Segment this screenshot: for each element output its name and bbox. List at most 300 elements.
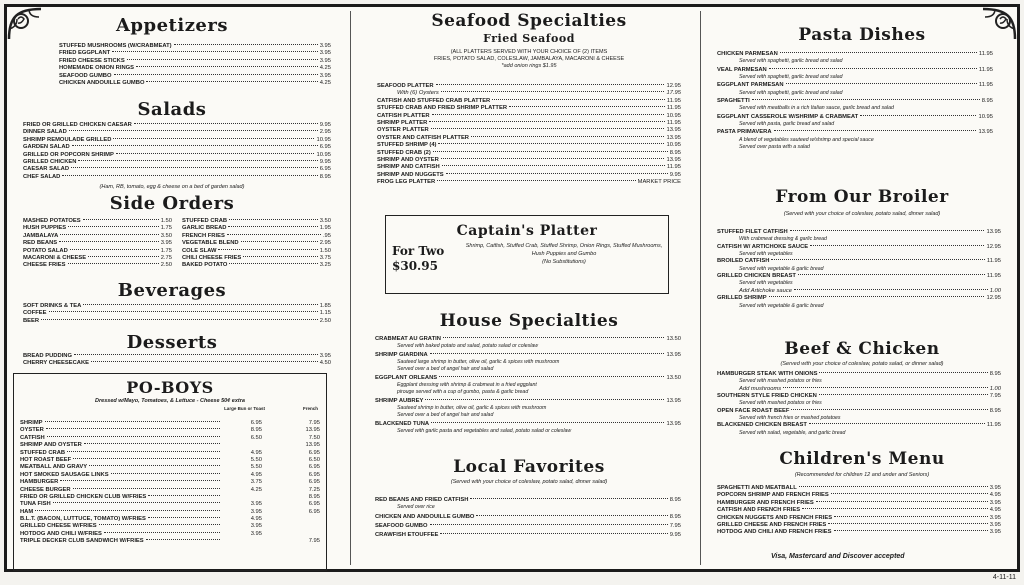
item-name: SHRIMP AUBREY [375,397,424,404]
dot-leader [446,173,668,174]
menu-item-row [717,129,993,136]
center-column [369,7,689,569]
dot-leader [492,99,665,100]
kids-heading: Children's Menu [779,449,945,469]
dot-leader [441,158,665,159]
dot-leader [229,219,318,220]
poboys-box [13,373,327,571]
dot-leader [114,74,318,75]
price-french: 6.95 [308,471,320,478]
item-price: 12.95 [986,243,1001,250]
item-name: CHICKEN PARMESAN [717,51,778,57]
menu-item-row [377,83,681,90]
beverages-heading: Beverages [117,280,227,301]
menu-item-row [377,142,681,149]
item-price: 1.50 [319,247,331,254]
item-price: 13.95 [978,129,993,136]
item-description: Served with vegetables [739,280,793,287]
item-name: CHICKEN AND ANDOUILLE GUMBO [375,513,475,520]
item-price: 4.50 [319,360,331,367]
dot-leader [802,508,988,509]
price-bun: 3.95 [250,501,262,508]
poboys-col-bun: Large Bun or Toast [224,406,265,411]
menu-item-row [717,422,1001,429]
menu-item-row [375,375,681,382]
item-price: 10.95 [978,113,993,120]
dot-leader [430,524,668,525]
item-name: CATFISH W/ ARTICHOKE SAUCE [717,243,809,250]
item-name: SHRIMP [20,420,43,426]
item-name: HOMEMADE ONION RINGS [59,65,135,72]
dot-leader [88,256,159,257]
item-name: EGGPLANT CASSEROLE W/SHRIMP & CRABMEAT [717,113,859,120]
desserts-list [23,353,331,368]
item-name: CRAWFISH ETOUFFEE [375,532,439,539]
item-price: 3.50 [319,218,331,224]
item-name: BAKED POTATO [182,262,228,269]
dot-leader [794,289,988,290]
broiler-subtitle: (Served with your choice of coleslaw, potato salad, dinner salad) [783,211,941,217]
item-name: CATFISH [20,434,45,441]
item-price: 11.95 [986,258,1001,265]
item-name: CHEESE BURGER [20,486,71,493]
item-description: Served with vegetable & garlic bread [739,265,824,272]
captains-platter-price [392,244,444,274]
seafood-note-3: *add onion rings $1.95 [501,63,557,69]
dot-leader [769,68,977,69]
price-french: 13.95 [305,427,320,434]
dot-leader [771,259,985,260]
menu-item-row [59,50,331,57]
dot-leader [83,219,159,220]
menu-item-row [23,318,331,325]
poboy-row [20,464,320,471]
dot-leader [74,354,318,355]
item-price: 3.95 [989,499,1001,506]
dot-leader [53,502,220,503]
dot-leader [60,480,220,481]
item-name: FRIED EGGPLANT [59,50,111,57]
item-name: B.L.T. (BACON, LUTTUCE, TOMATO) W/FRIES [20,516,146,523]
item-price: 2.50 [319,317,331,324]
price-bun: 6.50 [250,434,262,441]
cards-accepted: Visa, Mastercard and Discover accepted [771,553,905,560]
item-name: GRILLED CHEESE W/FRIES [20,523,97,530]
menu-item-row [717,492,1001,499]
item-price: 7.95 [989,393,1001,400]
item-price: 3.25 [319,262,331,269]
menu-item-row [182,248,331,255]
price-french: 6.95 [308,449,320,456]
dot-leader [91,361,318,362]
item-price: 11.95 [978,66,993,73]
seafood-heading: Seafood Specialties [431,11,627,31]
item-price: 3.95 [160,240,172,247]
menu-item-row [23,159,331,166]
item-price: 11.95 [986,422,1001,429]
side-orders-right [182,218,331,270]
menu-item-row [717,386,1001,393]
item-price: 13.95 [666,397,681,404]
item-name: STUFFED CRAB (2) [377,149,431,156]
item-name: SPAGHETTI AND MEATBALL [717,485,797,491]
item-description: Served over a bed of angel hair and salad [397,412,494,419]
menu-item-row [377,179,681,186]
menu-item-row [717,393,1001,400]
salads-list [23,122,331,181]
item-price: 9.95 [319,158,331,165]
column-divider [700,11,701,565]
menu-item-row [375,523,681,530]
item-price: 3.95 [319,57,331,64]
menu-item-row [182,262,331,269]
item-name: SEAFOOD GUMBO [59,72,112,79]
column-divider [350,11,351,565]
broiler-list [717,229,1001,310]
dot-leader [769,296,985,297]
menu-item-row [23,218,172,225]
poboy-row [20,427,320,434]
price-french: 6.95 [308,479,320,486]
beef-list [717,371,1001,437]
menu-item-row [375,421,681,428]
poboy-row [20,479,320,486]
poboy-row [20,531,320,538]
item-description: A blend of vegetables sauteed w/shrimp and special sauce [739,136,874,143]
item-name: GRILLED CHICKEN BREAST [717,273,796,280]
captains-platter-items [464,242,664,266]
item-price: 9.95 [669,532,681,539]
dot-leader [46,428,220,429]
item-price: 11.95 [666,164,681,171]
local-heading: Local Favorites [453,457,605,477]
item-name: POTATO SALAD [23,247,68,254]
menu-item-row [717,408,1001,415]
dot-leader [127,59,318,60]
menu-item-row [23,353,331,360]
price-french: 6.95 [308,464,320,471]
menu-item-row [717,500,1001,507]
item-name: EGGPLANT ORLEANS [375,374,438,381]
item-price: 13.95 [666,420,681,427]
item-description: pirouge served with a cup of gumbo, pasta & garlic bread [397,389,529,396]
poboy-row [20,487,320,494]
spacer [375,540,681,542]
dot-leader [443,337,665,338]
seafood-list [377,83,681,186]
dot-leader [470,498,667,499]
item-name: GARDEN SALAD [23,144,70,151]
side-orders-heading: Side Orders [109,193,235,214]
spacer [375,435,681,436]
item-price: 3.95 [989,485,1001,491]
item-name: Add mushrooms [739,385,782,392]
dot-leader [429,121,665,122]
item-price: 4.95 [989,492,1001,499]
item-price: 8.95 [319,173,331,180]
dot-leader [89,465,220,466]
menu-item-row [23,225,172,232]
item-price: 1.00 [989,287,1001,294]
item-name: STUFFED MUSHROOMS (W/CRABMEAT) [59,43,172,49]
dot-leader [799,486,988,487]
dot-leader [783,387,987,388]
price-french: 6.95 [308,501,320,508]
item-name: SHRIMP AND CATFISH [377,164,440,171]
dot-leader [834,516,988,517]
menu-item-row [23,303,331,310]
menu-item-row [23,144,331,151]
item-price: 13.95 [666,351,681,358]
dot-leader [440,533,667,534]
menu-item-row [377,113,681,120]
item-name: CHEESE FRIES [23,262,66,269]
dot-leader [433,151,668,152]
item-price: 13.95 [666,156,681,163]
dot-leader [752,99,980,100]
item-description: Served with mashed potatos or fries [739,378,822,385]
dot-leader [834,530,988,531]
dot-leader [819,394,988,395]
item-name: CRABMEAT AU GRATIN [375,336,441,342]
item-name: GRILLED SHRIMP [717,295,767,302]
menu-item-row [23,255,172,262]
side-orders-left [23,218,172,270]
item-name: GARLIC BREAD [182,225,227,232]
dot-leader [243,256,317,257]
item-name: CATFISH AND FRENCH FRIES [717,507,801,514]
item-price: 3.95 [989,514,1001,521]
item-name: BEER [23,317,40,324]
menu-item-row [377,172,681,179]
poboys-column-headers [224,406,318,411]
poboy-row [20,494,320,501]
item-name: PASTA PRIMAVERA [717,129,772,136]
dot-leader [41,319,318,320]
dot-leader [71,167,318,168]
item-name: FRIED CHEESE STICKS [59,57,125,64]
dot-leader [790,230,985,231]
price-bun: 8.95 [250,427,262,434]
menu-item-row [375,497,681,504]
item-price: 4.95 [989,507,1001,514]
dot-leader [425,399,664,400]
left-column [13,7,331,569]
poboy-row [20,523,320,530]
item-name: CHICKEN NUGGETS AND FRENCH FRIES [717,514,833,521]
item-price: 12.95 [666,83,681,89]
print-code: 4-11-11 [992,574,1016,581]
item-price: 4.25 [319,65,331,72]
item-price: 13.50 [666,336,681,342]
menu-item-row [182,225,331,232]
item-name: HOT ROAST BEEF [20,456,72,463]
item-price: 11.95 [978,82,993,89]
dot-leader [146,81,317,82]
menu-item-row [377,127,681,134]
poboy-row [20,435,320,442]
dot-leader [819,372,987,373]
menu-item-row [59,58,331,65]
poboy-row [20,420,320,427]
item-description: Sauteed large shrimp in butter, olive oil, garlic & spices with mushroom [397,359,560,366]
menu-item-row [717,371,1001,378]
dot-leader [72,145,318,146]
dot-leader [442,165,665,166]
beef-subtitle: (Served with your choice of coleslaw, potato salad, or dinner salad) [780,361,944,367]
dot-leader [174,44,318,45]
item-price: 3.95 [319,43,331,49]
dot-leader [780,52,977,53]
item-name: SEAFOOD PLATTER [377,83,434,89]
item-description: Eggplant dressing with shrimp & crabmeat in a fried eggplant [397,382,537,389]
dot-leader [229,263,317,264]
dot-leader [791,409,987,410]
menu-item-row [717,51,993,58]
dot-leader [49,311,318,312]
menu-item-row [59,43,331,50]
poboy-row [20,501,320,508]
item-price: 11.95 [666,97,681,104]
menu-item-row [182,233,331,240]
dot-leader [441,91,665,92]
item-name: BLACKENED CHICKEN BREAST [717,422,807,429]
item-price: 1.85 [319,303,331,309]
dot-leader [68,263,159,264]
poboys-subtitle: Dressed w/Mayo, Tomatoes, & Lettuce - Cheese 50¢ extra [95,398,245,404]
item-name: HAM [20,508,34,515]
platter-note: (No Substitutions) [542,259,586,265]
item-price: 10.95 [316,136,331,143]
dot-leader [228,226,317,227]
kids-list [717,485,1001,537]
price-french: 6.95 [308,508,320,515]
dot-leader [860,115,976,116]
poboy-row [20,457,320,464]
price-french: 7.95 [308,538,320,545]
menu-item-row [23,122,331,129]
item-name: GRILLED CHICKEN [23,158,77,165]
item-name: VEAL PARMESAN [717,66,767,73]
pasta-heading: Pasta Dishes [798,25,926,45]
poboy-row [20,472,320,479]
house-heading: House Specialties [439,311,619,331]
menu-item-row [377,90,681,97]
item-name: BROILED CATFISH [717,258,770,265]
price-french: 7.95 [308,420,320,426]
item-price: 8.95 [989,407,1001,414]
menu-item-row [23,166,331,173]
item-price: 1.75 [160,247,172,254]
dot-leader [59,241,159,242]
dot-leader [116,153,315,154]
item-name: SHRIMP AND OYSTER [20,442,82,449]
item-price: 1.00 [989,385,1001,392]
dot-leader [436,84,665,85]
item-price: 13.95 [666,127,681,134]
item-name: DINNER SALAD [23,129,67,136]
item-price: 3.95 [989,521,1001,528]
item-name: HOT SMOKED SAUSAGE LINKS [20,471,109,478]
item-description: Sauteed shrimp in butter, olive oil, garlic & spices with mushroom [397,405,547,412]
item-price: 8.95 [669,149,681,156]
price-bun: 4.95 [250,516,262,523]
menu-item-row [717,98,993,105]
menu-item-row [717,529,1001,536]
spacer [717,151,993,152]
dot-leader [83,304,317,305]
appetizers-list [59,43,331,87]
menu-item-row [717,522,1001,529]
item-name: TUNA FISH [20,501,51,508]
dot-leader [438,143,664,144]
price-french: 6.50 [308,456,320,463]
item-name: OYSTER AND CATFISH PLATTER [377,134,469,141]
menu-item-row [377,150,681,157]
dot-leader [798,274,985,275]
menu-item-row [717,258,1001,265]
item-description: Served with pasta, garlic bread and salad [739,121,835,128]
item-name: COLE SLAW [182,247,217,254]
price-french: 7.50 [308,434,320,441]
menu-item-row [375,398,681,405]
item-price: 2.95 [319,129,331,136]
dot-leader [113,138,314,139]
item-price: 8.95 [669,497,681,503]
menu-item-row [377,157,681,164]
beverages-list [23,303,331,325]
local-list [375,497,681,542]
dot-leader [816,501,988,502]
item-price: 11.95 [666,105,681,112]
item-price: 13.50 [666,374,681,381]
item-price: 2.75 [160,254,172,261]
poboy-row [20,450,320,457]
menu-sheet [4,4,1020,572]
salads-heading: Salads [137,99,207,120]
item-name: BREAD PUDDING [23,353,72,359]
item-name: STUFFED FILET CATFISH [717,229,788,235]
dot-leader [112,51,317,52]
menu-item-row [717,288,1001,295]
dot-leader [45,421,220,422]
item-name: FRENCH FRIES [182,232,225,239]
dot-leader [431,128,665,129]
menu-item-row [23,152,331,159]
menu-item-row [375,336,681,343]
seafood-note-2: FRIES, POTATO SALAD, COLESLAW, JAMBALAYA, MACARONI & CHEESE [433,56,625,62]
price-french: 8.95 [308,493,320,500]
poboys-list [20,420,320,546]
item-name: MASHED POTATOES [23,218,81,224]
local-subtitle: (Served with your choice of coleslaw, potato salad, dinner salad) [450,479,608,485]
price-bun: 3.95 [250,508,262,515]
item-price: 9.95 [319,122,331,128]
dot-leader [73,488,220,489]
captains-platter-box [385,215,669,294]
item-price: 2.50 [160,262,172,269]
item-name: RED BEANS [23,240,58,247]
menu-item-row [23,137,331,144]
item-name: Add Artichoke sauce [739,287,792,294]
item-name: SHRIMP GIARDINA [375,351,428,358]
dot-leader [60,234,158,235]
menu-item-row [59,80,331,87]
item-name: HUSH PUPPIES [23,225,67,232]
price-bun: 5.50 [250,456,262,463]
item-name: FROG LEG PLATTER [377,179,436,186]
dot-leader [136,66,318,67]
